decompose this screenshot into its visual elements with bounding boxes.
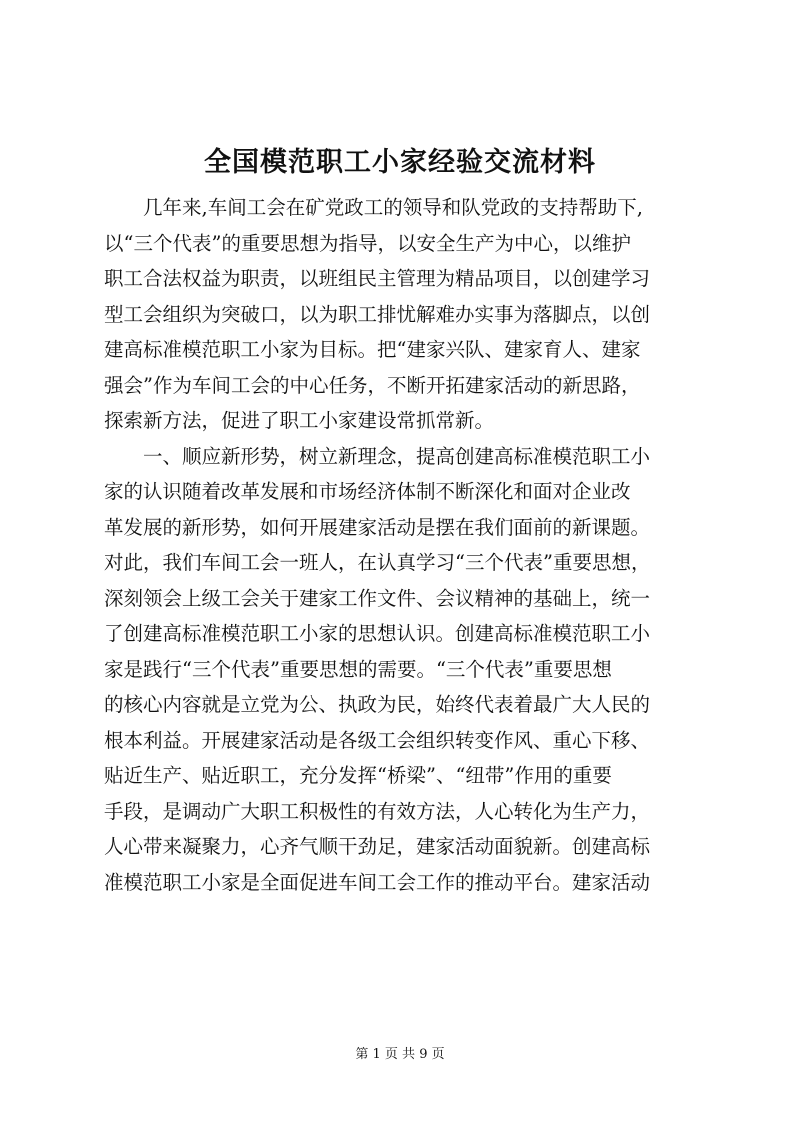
paragraph-2-line: 根本利益。开展建家活动是各级工会组织转变作风、重心下移、 bbox=[104, 728, 651, 752]
page-footer: 第 1 页 共 9 页 bbox=[355, 1047, 445, 1062]
paragraph-1-line: 几年来,车间工会在矿党政工的领导和队党政的支持帮助下, bbox=[143, 196, 643, 219]
paragraph-2-line: 家是践行“三个代表”重要思想的需要。“三个代表”重要思想 bbox=[104, 657, 612, 681]
document-body bbox=[104, 190, 704, 900]
paragraph-2-line: 对此，我们车间工会一班人，在认真学习“三个代表”重要思想， bbox=[104, 551, 651, 574]
paragraph-1-line: 型工会组织为突破口，以为职工排忧解难办实事为落脚点，以创 bbox=[104, 302, 651, 326]
paragraph-2-line: 准模范职工小家是全面促进车间工会工作的推动平台。建家活动 bbox=[104, 870, 651, 894]
paragraph-2-line: 贴近生产、贴近职工，充分发挥“桥梁”、“纽带”作用的重要 bbox=[104, 764, 612, 787]
paragraph-2-line: 一、顺应新形势，树立新理念，提高创建高标准模范职工小 bbox=[143, 444, 651, 468]
paragraph-2-line: 人心带来凝聚力，心齐气顺干劲足，建家活动面貌新。创建高标 bbox=[104, 835, 651, 858]
paragraph-2-line: 手段，是调动广大职工积极性的有效方法，人心转化为生产力， bbox=[104, 799, 651, 823]
paragraph-1-line: 建高标准模范职工小家为目标。把“建家兴队、建家育人、建家 bbox=[104, 338, 641, 361]
document-title: 全国模范职工小家经验交流材料 bbox=[204, 147, 596, 178]
paragraph-1-line: 强会”作为车间工会的中心任务，不断开拓建家活动的新思路， bbox=[104, 373, 641, 397]
paragraph-1-line: 探索新方法，促进了职工小家建设常抓常新。 bbox=[104, 409, 495, 432]
paragraph-1-line: 职工合法权益为职责，以班组民主管理为精品项目，以创建学习 bbox=[104, 267, 651, 290]
paragraph-2-line: 深刻领会上级工会关于建家工作文件、会议精神的基础上，统一 bbox=[104, 586, 651, 610]
paragraph-2-line: 的核心内容就是立党为公、执政为民，始终代表着最广大人民的 bbox=[104, 693, 651, 716]
paragraph-2-line: 了创建高标准模范职工小家的思想认识。创建高标准模范职工小 bbox=[104, 622, 651, 645]
paragraph-1-line: 以“三个代表”的重要思想为指导，以安全生产为中心，以维护 bbox=[104, 231, 631, 255]
paragraph-2-line: 家的认识随着改革发展和市场经济体制不断深化和面对企业改 bbox=[104, 480, 631, 503]
paragraph-2-line: 革发展的新形势，如何开展建家活动是摆在我们面前的新课题。 bbox=[104, 515, 651, 539]
